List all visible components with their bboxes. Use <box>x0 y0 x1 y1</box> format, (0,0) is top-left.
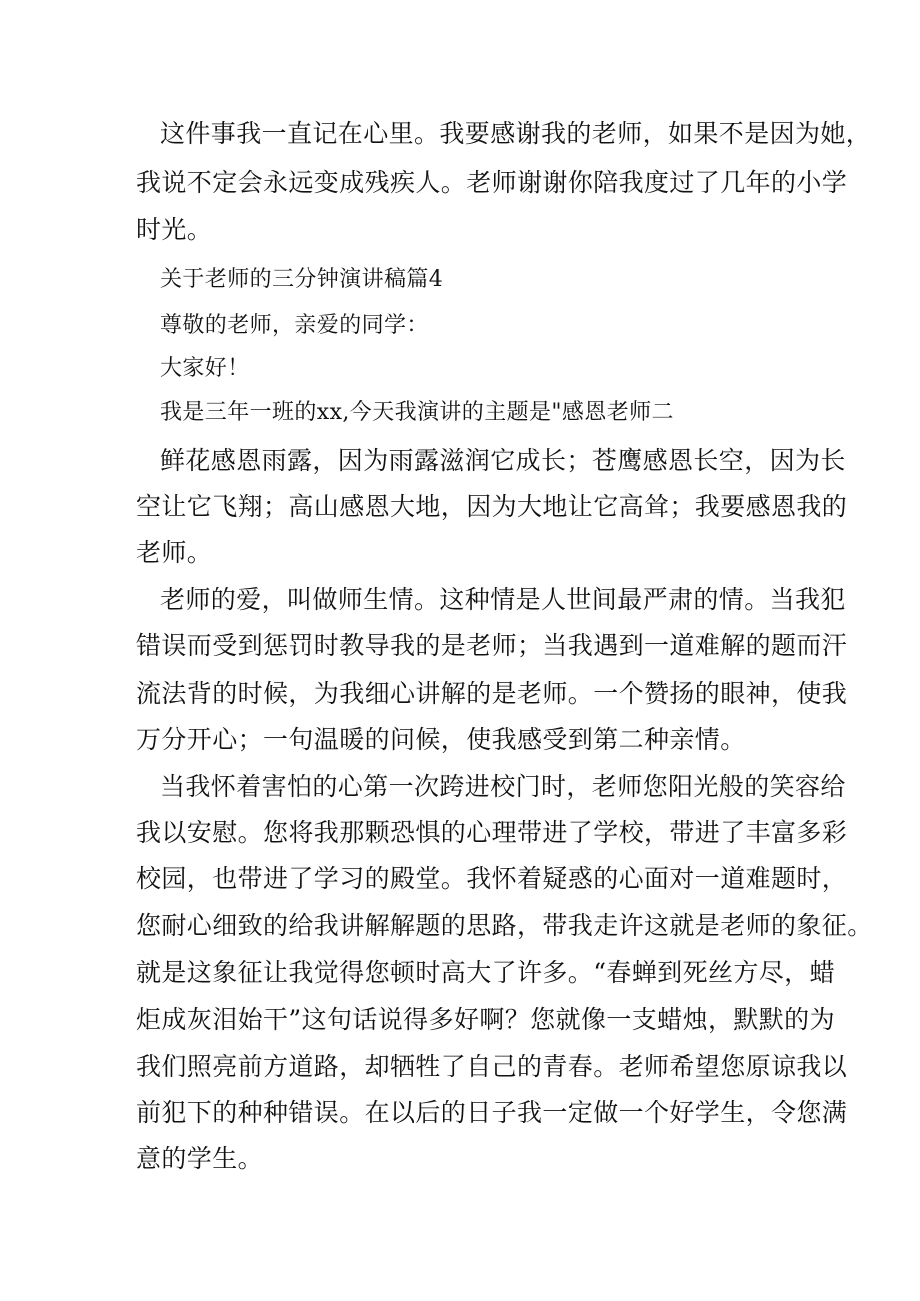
text-line: 意的学生。 <box>136 1144 264 1173</box>
text-line: 校园，也带进了学习的殿堂。我怀着疑惑的心面对一道难题时， <box>136 864 848 893</box>
text-line: 炬成灰泪始干”这句话说得多好啊？您就像一支蜡烛，默默的为 <box>136 1005 835 1034</box>
text-line: 前犯下的种种错误。在以后的日子我一定做一个好学生，令您满 <box>136 1098 848 1127</box>
text-line: 我说不定会永远变成残疾人。老师谢谢你陪我度过了几年的小学 <box>136 168 848 197</box>
text-line: 当我怀着害怕的心第一次跨进校门时，老师您阳光般的笑容给 <box>160 772 846 801</box>
text-line: 我们照亮前方道路，却牺牲了自己的青春。老师希望您原谅我以 <box>136 1052 848 1081</box>
text-line: 空让它飞翔；高山感恩大地，因为大地让它高耸；我要感恩我的 <box>136 492 848 521</box>
text-line: 万分开心；一句温暖的问候，使我感受到第二种亲情。 <box>136 725 746 754</box>
text-line: 错误而受到惩罚时教导我的是老师；当我遇到一道难解的题而汗 <box>136 631 848 660</box>
text-line: 我以安慰。您将我那颗恐惧的心理带进了学校，带进了丰富多彩 <box>136 818 848 847</box>
text-line: 就是这象征让我觉得您顿时高大了许多。“春蝉到死丝方尽，蜡 <box>136 958 835 987</box>
section-heading: 关于老师的三分钟演讲稿篇4 <box>160 267 444 292</box>
greeting: 大家好！ <box>160 356 250 381</box>
text-line: 鲜花感恩雨露，因为雨露滋润它成长；苍鹰感恩长空，因为长 <box>160 446 846 475</box>
text-line: 我是三年一班的xx,今天我演讲的主题是"感恩老师二 <box>160 400 674 425</box>
text-line: 这件事我一直记在心里。我要感谢我的老师，如果不是因为她， <box>160 119 872 148</box>
text-line: 流法背的时候，为我细心讲解的是老师。一个赞扬的眼神，使我 <box>136 679 848 708</box>
salutation: 尊敬的老师，亲爱的同学： <box>160 313 429 338</box>
text-line: 老师的爱，叫做师生情。这种情是人世间最严肃的情。当我犯 <box>160 585 846 614</box>
text-line: 老师。 <box>136 538 213 567</box>
text-line: 您耐心细致的给我讲解解题的思路，带我走许这就是老师的象征。 <box>136 911 873 940</box>
text-line: 时光。 <box>136 215 213 244</box>
